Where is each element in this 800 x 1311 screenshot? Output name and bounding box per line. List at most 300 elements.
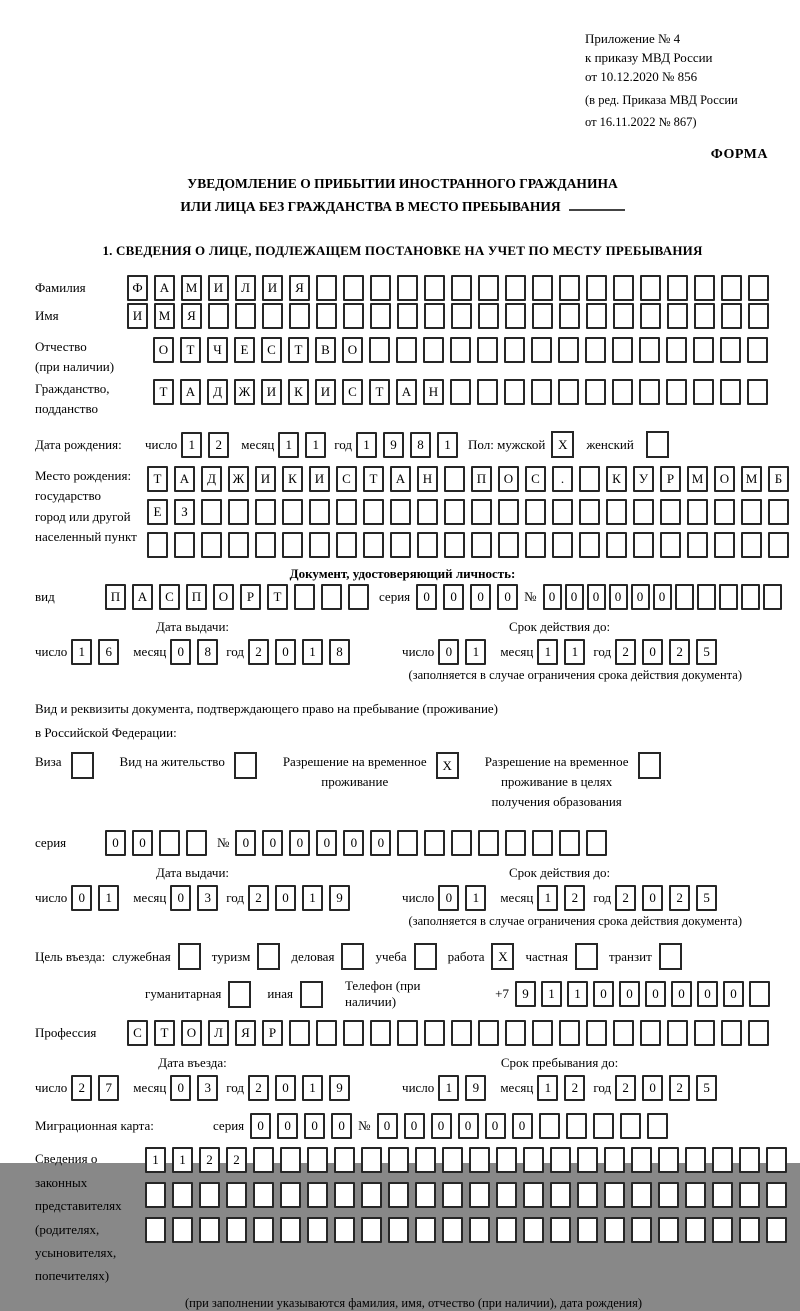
form-cell[interactable] [748,303,769,329]
form-cell[interactable] [693,379,714,405]
form-cell[interactable] [280,1182,301,1208]
form-cell[interactable] [739,1217,760,1243]
form-cell[interactable] [442,1182,463,1208]
sex-female-checkbox[interactable] [646,431,669,458]
form-cell[interactable] [579,499,600,525]
form-cell[interactable]: С [159,584,180,610]
form-cell[interactable]: А [180,379,201,405]
form-cell[interactable]: О [342,337,363,363]
form-cell[interactable] [336,499,357,525]
form-cell[interactable]: 0 [416,584,437,610]
form-cell[interactable] [415,1217,436,1243]
form-cell[interactable]: Т [153,379,174,405]
form-cell[interactable] [631,1147,652,1173]
form-cell[interactable] [316,275,337,301]
form-cell[interactable]: К [606,466,627,492]
form-cell[interactable]: О [213,584,234,610]
work-checkbox[interactable]: X [491,943,514,970]
form-cell[interactable] [424,275,445,301]
tourism-checkbox[interactable] [257,943,280,970]
form-cell[interactable] [532,275,553,301]
form-cell[interactable]: 0 [105,830,126,856]
form-cell[interactable] [566,1113,587,1139]
form-cell[interactable]: 0 [642,885,663,911]
business-checkbox[interactable] [341,943,364,970]
form-cell[interactable] [397,1020,418,1046]
form-cell[interactable] [505,1020,526,1046]
form-cell[interactable] [390,532,411,558]
form-cell[interactable] [666,379,687,405]
form-cell[interactable] [631,1182,652,1208]
form-cell[interactable]: 0 [431,1113,452,1139]
form-cell[interactable] [417,499,438,525]
form-cell[interactable]: 0 [485,1113,506,1139]
form-cell[interactable] [343,1020,364,1046]
form-cell[interactable] [577,1147,598,1173]
form-cell[interactable]: 1 [537,639,558,665]
form-cell[interactable]: 2 [248,885,269,911]
form-cell[interactable]: Р [240,584,261,610]
form-cell[interactable]: 9 [329,885,350,911]
form-cell[interactable]: 0 [671,981,692,1007]
form-cell[interactable] [660,532,681,558]
form-cell[interactable] [606,532,627,558]
form-cell[interactable]: 0 [631,584,650,610]
form-cell[interactable] [748,275,769,301]
form-cell[interactable] [307,1217,328,1243]
form-cell[interactable]: И [262,275,283,301]
form-cell[interactable] [388,1182,409,1208]
form-cell[interactable] [370,275,391,301]
form-cell[interactable] [415,1147,436,1173]
form-cell[interactable] [478,830,499,856]
form-cell[interactable] [525,532,546,558]
form-cell[interactable]: Я [235,1020,256,1046]
temporary-residence-education-checkbox[interactable] [638,752,661,779]
form-cell[interactable]: 1 [567,981,588,1007]
form-cell[interactable] [550,1147,571,1173]
form-cell[interactable]: 2 [248,1075,269,1101]
form-cell[interactable] [226,1217,247,1243]
form-cell[interactable] [667,303,688,329]
form-cell[interactable]: 1 [302,885,323,911]
form-cell[interactable]: И [315,379,336,405]
form-cell[interactable] [586,303,607,329]
humanitarian-checkbox[interactable] [228,981,251,1008]
form-cell[interactable] [666,337,687,363]
form-cell[interactable] [604,1147,625,1173]
form-cell[interactable]: 2 [226,1147,247,1173]
form-cell[interactable]: С [525,466,546,492]
form-cell[interactable] [444,466,465,492]
form-cell[interactable] [396,337,417,363]
form-cell[interactable]: 1 [465,639,486,665]
form-cell[interactable] [523,1182,544,1208]
form-cell[interactable] [415,1182,436,1208]
form-cell[interactable] [552,532,573,558]
form-cell[interactable] [613,275,634,301]
form-cell[interactable] [586,830,607,856]
form-cell[interactable]: 1 [465,885,486,911]
form-cell[interactable] [280,1217,301,1243]
form-cell[interactable] [253,1147,274,1173]
form-cell[interactable]: М [154,303,175,329]
form-cell[interactable] [334,1217,355,1243]
form-cell[interactable]: 2 [199,1147,220,1173]
form-cell[interactable] [714,532,735,558]
form-cell[interactable]: 6 [98,639,119,665]
form-cell[interactable] [498,499,519,525]
form-cell[interactable]: 0 [343,830,364,856]
form-cell[interactable] [720,337,741,363]
form-cell[interactable] [307,1147,328,1173]
form-cell[interactable] [552,499,573,525]
form-cell[interactable]: 0 [316,830,337,856]
form-cell[interactable] [397,830,418,856]
form-cell[interactable] [559,275,580,301]
form-cell[interactable]: 0 [697,981,718,1007]
form-cell[interactable] [766,1147,787,1173]
form-cell[interactable]: Т [363,466,384,492]
form-cell[interactable] [694,1020,715,1046]
form-cell[interactable] [747,379,768,405]
form-cell[interactable] [478,1020,499,1046]
form-cell[interactable] [388,1217,409,1243]
form-cell[interactable]: Ж [234,379,255,405]
form-cell[interactable] [201,499,222,525]
form-cell[interactable]: М [741,466,762,492]
form-cell[interactable]: 0 [438,639,459,665]
form-cell[interactable] [147,532,168,558]
form-cell[interactable] [579,532,600,558]
form-cell[interactable]: Ж [228,466,249,492]
transit-checkbox[interactable] [659,943,682,970]
form-cell[interactable] [741,532,762,558]
form-cell[interactable]: Б [768,466,789,492]
form-cell[interactable]: 8 [410,432,431,458]
form-cell[interactable] [687,532,708,558]
form-cell[interactable] [604,1217,625,1243]
form-cell[interactable] [585,379,606,405]
form-cell[interactable] [199,1182,220,1208]
form-cell[interactable] [640,303,661,329]
form-cell[interactable]: 0 [619,981,640,1007]
form-cell[interactable] [739,1182,760,1208]
form-cell[interactable]: А [396,379,417,405]
form-cell[interactable]: 9 [515,981,536,1007]
form-cell[interactable] [469,1147,490,1173]
form-cell[interactable] [532,303,553,329]
form-cell[interactable]: 0 [443,584,464,610]
form-cell[interactable] [253,1182,274,1208]
form-cell[interactable] [749,981,770,1007]
private-checkbox[interactable] [575,943,598,970]
form-cell[interactable] [424,1020,445,1046]
form-cell[interactable] [586,275,607,301]
form-cell[interactable] [721,1020,742,1046]
form-cell[interactable]: 1 [98,885,119,911]
form-cell[interactable]: 0 [277,1113,298,1139]
form-cell[interactable]: З [174,499,195,525]
form-cell[interactable]: П [186,584,207,610]
form-cell[interactable]: 1 [302,1075,323,1101]
form-cell[interactable]: 8 [197,639,218,665]
form-cell[interactable]: 1 [438,1075,459,1101]
form-cell[interactable]: 0 [543,584,562,610]
form-cell[interactable] [172,1182,193,1208]
official-checkbox[interactable] [178,943,201,970]
form-cell[interactable] [228,499,249,525]
form-cell[interactable]: С [342,379,363,405]
form-cell[interactable] [282,532,303,558]
form-cell[interactable]: 0 [370,830,391,856]
form-cell[interactable] [444,499,465,525]
form-cell[interactable] [294,584,315,610]
form-cell[interactable] [660,499,681,525]
form-cell[interactable] [523,1217,544,1243]
form-cell[interactable] [334,1147,355,1173]
form-cell[interactable] [253,1217,274,1243]
form-cell[interactable]: 0 [262,830,283,856]
form-cell[interactable] [390,499,411,525]
form-cell[interactable] [471,532,492,558]
form-cell[interactable]: 0 [470,584,491,610]
form-cell[interactable] [612,379,633,405]
form-cell[interactable]: 9 [465,1075,486,1101]
study-checkbox[interactable] [414,943,437,970]
form-cell[interactable] [559,303,580,329]
form-cell[interactable] [577,1182,598,1208]
form-cell[interactable]: 0 [512,1113,533,1139]
form-cell[interactable]: 0 [587,584,606,610]
form-cell[interactable] [262,303,283,329]
form-cell[interactable]: А [154,275,175,301]
form-cell[interactable]: 1 [145,1147,166,1173]
form-cell[interactable]: Н [423,379,444,405]
form-cell[interactable]: Л [235,275,256,301]
form-cell[interactable] [675,584,694,610]
form-cell[interactable] [174,532,195,558]
form-cell[interactable]: 0 [170,639,191,665]
form-cell[interactable]: Т [180,337,201,363]
form-cell[interactable]: Д [201,466,222,492]
form-cell[interactable] [505,830,526,856]
form-cell[interactable]: 0 [642,639,663,665]
form-cell[interactable]: У [633,466,654,492]
temporary-residence-permit-checkbox[interactable]: X [436,752,459,779]
form-cell[interactable]: С [336,466,357,492]
form-cell[interactable] [633,532,654,558]
form-cell[interactable] [585,337,606,363]
form-cell[interactable] [739,1147,760,1173]
form-cell[interactable] [309,499,330,525]
residence-permit-checkbox[interactable] [234,752,257,779]
form-cell[interactable] [525,499,546,525]
form-cell[interactable] [586,1020,607,1046]
form-cell[interactable] [336,532,357,558]
form-cell[interactable]: 0 [458,1113,479,1139]
form-cell[interactable] [697,584,716,610]
form-cell[interactable]: И [255,466,276,492]
form-cell[interactable] [478,275,499,301]
form-cell[interactable] [604,1182,625,1208]
form-cell[interactable] [334,1182,355,1208]
form-cell[interactable]: 1 [541,981,562,1007]
form-cell[interactable]: 1 [305,432,326,458]
form-cell[interactable] [579,466,600,492]
form-cell[interactable] [558,379,579,405]
form-cell[interactable]: 2 [615,885,636,911]
form-cell[interactable] [363,499,384,525]
form-cell[interactable]: 0 [250,1113,271,1139]
form-cell[interactable] [397,303,418,329]
form-cell[interactable] [363,532,384,558]
form-cell[interactable]: К [282,466,303,492]
form-cell[interactable]: 2 [564,1075,585,1101]
form-cell[interactable] [647,1113,668,1139]
form-cell[interactable] [450,337,471,363]
form-cell[interactable]: 1 [302,639,323,665]
form-cell[interactable]: Т [369,379,390,405]
form-cell[interactable] [712,1182,733,1208]
form-cell[interactable] [280,1147,301,1173]
form-cell[interactable]: Р [660,466,681,492]
form-cell[interactable]: Т [154,1020,175,1046]
form-cell[interactable]: Л [208,1020,229,1046]
form-cell[interactable]: 2 [71,1075,92,1101]
form-cell[interactable] [577,1217,598,1243]
form-cell[interactable]: И [309,466,330,492]
form-cell[interactable]: 2 [669,639,690,665]
form-cell[interactable] [505,275,526,301]
form-cell[interactable] [694,275,715,301]
form-cell[interactable]: 0 [642,1075,663,1101]
form-cell[interactable] [348,584,369,610]
form-cell[interactable] [714,499,735,525]
form-cell[interactable]: 0 [653,584,672,610]
form-cell[interactable] [721,303,742,329]
form-cell[interactable]: 2 [248,639,269,665]
form-cell[interactable] [505,303,526,329]
form-cell[interactable]: Е [234,337,255,363]
form-cell[interactable] [424,830,445,856]
form-cell[interactable] [159,830,180,856]
form-cell[interactable]: . [552,466,573,492]
form-cell[interactable] [226,1182,247,1208]
form-cell[interactable] [469,1182,490,1208]
form-cell[interactable] [321,584,342,610]
form-cell[interactable]: 0 [438,885,459,911]
other-checkbox[interactable] [300,981,323,1008]
form-cell[interactable] [721,275,742,301]
form-cell[interactable]: 0 [609,584,628,610]
form-cell[interactable] [658,1182,679,1208]
form-cell[interactable]: 0 [71,885,92,911]
form-cell[interactable]: 1 [278,432,299,458]
form-cell[interactable] [559,1020,580,1046]
form-cell[interactable]: 0 [170,885,191,911]
form-cell[interactable] [741,499,762,525]
form-cell[interactable] [208,303,229,329]
form-cell[interactable] [763,584,782,610]
form-cell[interactable] [235,303,256,329]
form-cell[interactable] [417,532,438,558]
form-cell[interactable] [361,1182,382,1208]
form-cell[interactable] [531,337,552,363]
form-cell[interactable]: Я [181,303,202,329]
form-cell[interactable] [606,499,627,525]
form-cell[interactable] [397,275,418,301]
form-cell[interactable] [477,337,498,363]
form-cell[interactable]: И [261,379,282,405]
form-cell[interactable] [477,379,498,405]
form-cell[interactable]: 0 [170,1075,191,1101]
form-cell[interactable] [532,830,553,856]
form-cell[interactable]: 0 [275,639,296,665]
form-cell[interactable]: 0 [275,885,296,911]
form-cell[interactable]: 2 [615,639,636,665]
form-cell[interactable] [370,303,391,329]
form-cell[interactable] [768,499,789,525]
form-cell[interactable] [687,499,708,525]
form-cell[interactable] [498,532,519,558]
form-cell[interactable]: Е [147,499,168,525]
form-cell[interactable]: 1 [437,432,458,458]
form-cell[interactable]: О [181,1020,202,1046]
form-cell[interactable]: 0 [404,1113,425,1139]
form-cell[interactable] [694,303,715,329]
form-cell[interactable] [255,532,276,558]
form-cell[interactable] [469,1217,490,1243]
form-cell[interactable] [639,337,660,363]
form-cell[interactable]: 2 [208,432,229,458]
form-cell[interactable]: 0 [275,1075,296,1101]
form-cell[interactable]: 5 [696,639,717,665]
sex-male-checkbox[interactable]: X [551,431,574,458]
form-cell[interactable]: 0 [497,584,518,610]
form-cell[interactable]: 0 [377,1113,398,1139]
form-cell[interactable] [496,1217,517,1243]
form-cell[interactable] [388,1147,409,1173]
form-cell[interactable] [748,1020,769,1046]
form-cell[interactable]: Ч [207,337,228,363]
form-cell[interactable]: Т [288,337,309,363]
form-cell[interactable]: Н [417,466,438,492]
form-cell[interactable]: 3 [197,885,218,911]
form-cell[interactable] [289,303,310,329]
form-cell[interactable] [309,532,330,558]
form-cell[interactable]: М [687,466,708,492]
form-cell[interactable] [172,1217,193,1243]
form-cell[interactable] [719,584,738,610]
form-cell[interactable] [658,1217,679,1243]
form-cell[interactable] [658,1147,679,1173]
form-cell[interactable]: О [153,337,174,363]
form-cell[interactable] [442,1147,463,1173]
form-cell[interactable] [451,830,472,856]
form-cell[interactable]: 1 [71,639,92,665]
form-cell[interactable]: 1 [537,885,558,911]
form-cell[interactable]: 0 [304,1113,325,1139]
form-cell[interactable] [532,1020,553,1046]
form-cell[interactable] [451,275,472,301]
form-cell[interactable] [667,275,688,301]
form-cell[interactable] [620,1113,641,1139]
form-cell[interactable] [307,1182,328,1208]
form-cell[interactable]: 1 [564,639,585,665]
form-cell[interactable]: 9 [329,1075,350,1101]
form-cell[interactable] [766,1182,787,1208]
